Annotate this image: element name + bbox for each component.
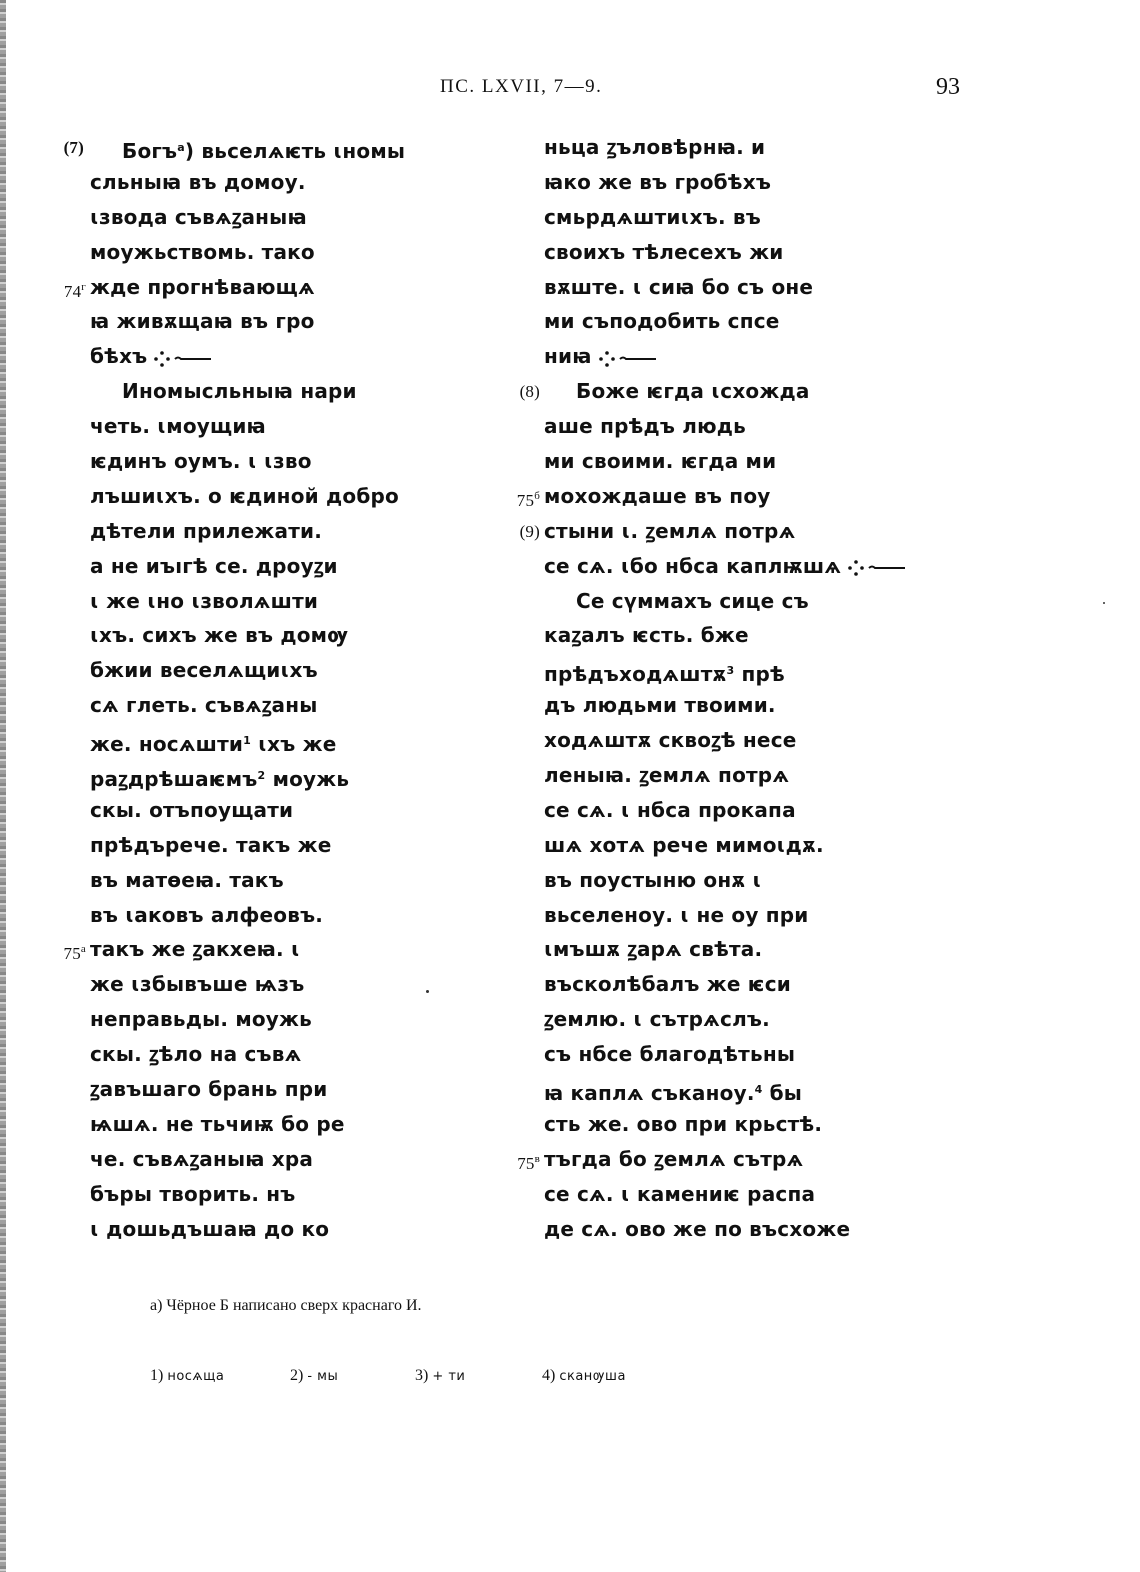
line-text: ходѧштѫ сквоꙁѣ несе [544,728,797,753]
text-line [90,444,405,479]
text-line [90,235,405,270]
text-line [90,1212,405,1247]
marker-text: 75 [516,490,535,510]
text-line [544,793,907,828]
right-text-column [516,130,907,1247]
text-line [63,270,405,305]
variant-number: 3) [415,1367,429,1384]
text-line [90,793,405,828]
text-line [90,1072,405,1107]
line-text: се сѧ. ꙇ камениѥ распа [544,1181,816,1206]
marker-text: 75 [63,944,81,964]
note-reference: а [177,141,185,154]
marker-text: (8) [519,382,540,402]
editorial-footnote: а) Чёрное Б написано сверх краснаго И. [150,1297,422,1314]
text-line [544,1037,907,1072]
text-line [544,549,907,584]
text-line [544,444,907,479]
line-text: же ꙇзбывъше ѩзъ [90,972,305,997]
line-text-continued: моужь [265,767,350,792]
line-text: ꙗ каплѧ съканоу. [544,1081,755,1106]
running-title: ПС. LXVII, 7—9. [440,76,603,97]
line-text: своихъ тѣлесехъ жи [544,239,784,264]
line-text: аше прѣдъ людь [544,414,746,439]
line-text: Иномысльныꙗ нари [122,379,357,404]
line-text: неправьды. моужь [90,1007,312,1032]
text-line [544,863,907,898]
text-line [544,1177,907,1212]
line-text: сѧ глеть. съвѧꙁаны [90,693,318,718]
text-line [544,688,907,723]
line-text-continued: ) вьселѧѥть ꙇномы [184,139,406,163]
variant-readings [150,1367,750,1389]
page-edge [0,0,6,1572]
line-text: ѩшѧ. не тьчиѭ бо ре [90,1111,345,1136]
text-line [519,374,907,409]
text-line [90,339,405,374]
line-text: каꙁалъ ѥсть. бже [544,623,749,648]
line-text: бъры творить. нъ [90,1181,296,1206]
text-line [544,653,907,688]
section-end-mark [153,348,213,368]
line-text: Боже ѥгда ꙇсхожда [576,379,810,404]
line-text: же. носѧшти [90,732,244,757]
marker-text: 75 [517,1153,535,1173]
variant-reading [542,1367,626,1385]
print-speck [1103,602,1105,604]
line-text: скы. отъпоущати [90,797,294,822]
line-text: прѣдъходѧштѫ [544,662,727,687]
text-line [90,1037,405,1072]
text-line [544,270,907,305]
text-line [519,514,907,549]
line-text: бжии веселѧщиꙇхъ [90,658,318,683]
text-line [90,1142,405,1177]
variant-reading [290,1367,338,1385]
line-text: въ матѳеꙗ. такъ [90,867,284,892]
text-line [544,828,907,863]
text-line [544,584,907,619]
text-line [90,723,405,758]
line-text-continued: ꙇхъ же [251,732,337,757]
text-line [544,967,907,1002]
page-number: 93 [936,74,960,100]
variant-text: сканѹша [559,1369,626,1384]
line-text: ѥдинъ оумъ. ꙇ ꙇзво [90,449,312,474]
line-text: скы. ꙁѣло на съвѧ [90,1042,302,1067]
note-reference: 4 [754,1083,763,1097]
text-line [544,1002,907,1037]
variant-number: 1) [150,1367,164,1384]
line-text: а не иъıгѣ се. дроуꙁи [90,553,338,578]
note-reference: 1 [243,734,251,748]
marker-text: 74 [63,281,82,301]
text-line [544,618,907,653]
line-text: дъ людьми твоими. [544,693,776,718]
text-line [544,758,907,793]
variant-text: + ти [432,1369,466,1384]
variant-reading [415,1367,465,1385]
line-text: лъшиꙇхъ. о ѥдиной добро [90,483,399,508]
line-text: смьрдѧштиꙇхъ. въ [544,204,761,229]
text-line [90,618,405,653]
line-text: се сѧ. ꙇ нбса прокапа [544,797,796,822]
line-text: де сѧ. ово же по въсхоже [544,1216,851,1241]
line-text: вьселеноу. ꙇ не оу при [544,902,809,927]
line-text: ꙗ живѫщаꙗ въ гро [90,309,315,334]
line-text: бѣхъ [90,344,148,369]
line-text: Се сүммахъ сице съ [576,588,809,613]
text-line [90,409,405,444]
text-line [90,165,405,200]
line-text: моужьствомь. тако [90,239,315,264]
text-line [544,1107,907,1142]
line-text: ми съподобить спсе [544,309,780,334]
line-text: се сѧ. ꙇбо нбса каплѭшѧ [544,553,842,578]
text-line [544,130,907,165]
note-reference: 3 [726,664,735,678]
text-line [63,932,405,967]
folio-side: г [81,280,86,293]
line-text: ꙗко же въ гробѣхъ [544,169,772,194]
line-text: ми своими. ѥгда ми [544,449,777,474]
line-text: ниꙗ [544,344,592,369]
text-line [516,479,907,514]
folio-side: а [80,943,86,956]
text-line [90,304,405,339]
section-end-mark [847,557,907,577]
folio-side: б [534,489,540,502]
marker-text: (7) [63,138,84,157]
line-text: шѧ хотѧ рече мимоꙇдѫ. [544,832,824,857]
line-text: жде прогнѣвающѧ [90,274,315,299]
text-line [544,235,907,270]
folio-marker [64,270,86,309]
text-line [90,758,405,793]
text-line [90,863,405,898]
text-line [63,130,406,165]
text-line [544,409,907,444]
text-line [90,514,405,549]
line-text: леныꙗ. ꙁемлѧ потрѧ [544,763,790,788]
verse-number [520,514,540,549]
text-line [90,688,405,723]
text-line [90,967,405,1002]
folio-side: в [534,1152,540,1165]
line-text: ꙇ же ꙇно ꙇзволѧшти [90,588,319,613]
line-text-continued: прѣ [734,662,785,687]
line-text: стыни ꙇ. ꙁемлѧ потрѧ [544,518,796,543]
text-line [544,200,907,235]
variant-text: - мы [307,1369,339,1384]
left-text-column [63,130,406,1247]
text-line [90,584,405,619]
text-line [90,653,405,688]
variant-text: носѧща [167,1369,225,1384]
section-end-mark [598,348,658,368]
line-text: тъгда бо ꙁемлѧ сътрѧ [544,1146,804,1171]
verse-number [64,130,84,165]
line-text: че. съвѧꙁаныꙗ хра [90,1146,314,1171]
line-text: раꙁдрѣшаѥмъ [90,767,258,792]
text-line [544,723,907,758]
variant-number: 2) [290,1367,304,1384]
text-line [544,1212,907,1247]
text-line [90,898,405,933]
text-line [90,549,405,584]
line-text: сльныꙗ въ домоу. [90,169,306,194]
text-line [544,339,907,374]
line-text: ꙇзвода съвѧꙁаныꙗ [90,204,307,229]
line-text: ꙇмъшѫ ꙁарѧ свѣта. [544,937,763,962]
text-line [544,932,907,967]
line-text: въ ꙇаковъ алфеовъ. [90,902,324,927]
line-text: четь. ꙇмоущиꙗ [90,414,266,439]
text-line [544,165,907,200]
text-line [90,828,405,863]
text-line [517,1142,907,1177]
text-line [544,304,907,339]
line-text: Богъ [122,139,178,163]
line-text: ꙁемлю. ꙇ сътрѧслъ. [544,1007,770,1032]
text-line [90,200,405,235]
text-line [90,479,405,514]
folio-marker [64,932,87,971]
folio-marker [517,1142,540,1181]
line-text-continued: бы [762,1081,803,1106]
text-line [544,1072,907,1107]
note-reference: 2 [257,769,266,783]
folio-marker [517,479,540,518]
line-text: вѫште. ꙇ сиꙗ бо съ оне [544,274,814,299]
line-text: прѣдърече. такъ же [90,832,332,857]
text-line [90,1002,405,1037]
line-text: сть же. ово при крьстѣ. [544,1111,823,1136]
line-text: ньца ꙁъловѣрнꙗ. и [544,135,766,159]
variant-reading [150,1367,224,1385]
line-text: ꙁавъшаго брань при [90,1077,328,1102]
text-line [544,898,907,933]
line-text: мохождаше въ поу [544,483,771,508]
text-line [90,1107,405,1142]
line-text: въсколѣбалъ же ѥси [544,972,792,997]
marker-text: (9) [519,521,540,541]
line-text: въ поустыню онѫ ꙇ [544,867,762,892]
print-speck [426,990,429,993]
line-text: такъ же ꙁакхеꙗ. ꙇ [90,937,300,962]
text-line [90,1177,405,1212]
text-line [90,374,405,409]
line-text: ꙇ дошьдъшаꙗ до ко [90,1216,330,1241]
line-text: ꙇхъ. сихъ же въ домѹ [90,623,349,648]
variant-number: 4) [542,1367,556,1384]
line-text: съ нбсе благодѣтьны [544,1042,796,1067]
verse-number [520,374,540,409]
line-text: дѣтели прилежати. [90,518,323,543]
